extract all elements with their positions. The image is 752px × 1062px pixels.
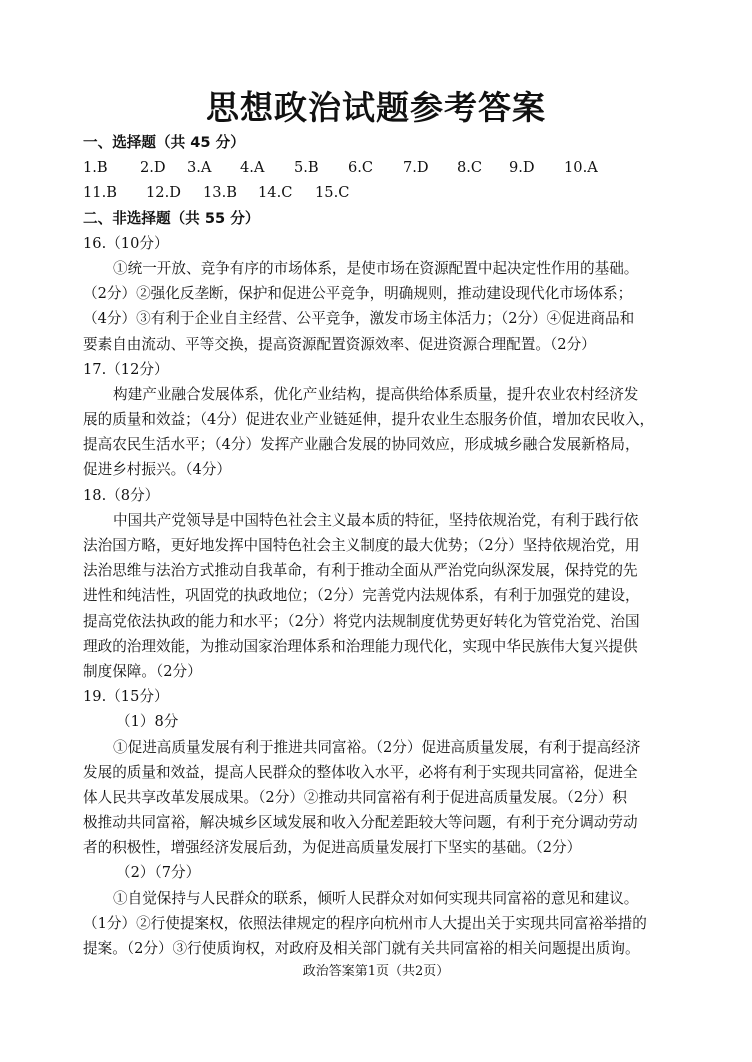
question-header: 17.（12分） [83,360,169,378]
mc-answer: 15.C [315,184,350,202]
mc-answer: 7.D [403,159,429,177]
mc-answer: 12.D [146,184,181,202]
answer-line: ①统一开放、竞争有序的市场体系，是使市场在资源配置中起决定性作用的基础。 [113,259,639,277]
answer-line: 进性和纯洁性，巩固党的执政地位；（2分）完善党内法规体系，有利于加强党的建设， [83,587,640,605]
section2-heading: 二、非选择题（共 55 分） [83,209,260,227]
answer-line: 法治思维与法治方式推动自我革命，有利于推动全面从严治党向纵深发展，保持党的先 [83,562,638,580]
mc-answers-row2 [83,180,669,205]
answer-line: （2分）②强化反垄断，保护和促进公平竞争，明确规则，推动建设现代化市场体系； [83,285,633,303]
answer-line: 极推动共同富裕，解决城乡区域发展和收入分配差距较大等问题，有利于充分调动劳动 [83,814,638,832]
answer-line: 中国共产党领导是中国特色社会主义最本质的特征，坚持依规治党，有利于践行依 [113,511,639,529]
mc-answers-row1 [83,155,669,180]
mc-answer: 14.C [258,184,293,202]
answer-line: 者的积极性，增强经济发展后劲，为促进高质量发展打下坚实的基础。（2分） [83,839,582,857]
answer-line: 理政的治理效能，为推动国家治理体系和治理能力现代化，实现中华民族伟大复兴提供 [83,637,638,655]
mc-answer: 1.B [83,159,108,177]
answer-line: 构建产业融合发展体系，优化产业结构，提高供给体系质量，提升农业农村经济发 [113,385,639,403]
mc-answer: 9.D [509,159,535,177]
answer-line: 要素自由流动、平等交换，提高资源配置资源效率、促进资源合理配置。（2分） [83,335,596,353]
answer-line: 法治国方略，更好地发挥中国特色社会主义制度的最大优势；（2分）坚持依规治党，用 [83,537,640,554]
mc-answer: 10.A [564,159,598,177]
answer-line: 提高党依法执政的能力和水平；（2分）将党内法规制度优势更好转化为管党治党、治国 [83,612,640,630]
mc-answer: 13.B [203,184,237,202]
question-header: 16.（10分） [83,234,169,252]
answer-line: 促进乡村振兴。（4分） [83,461,231,479]
subquestion-header: （1）8分 [116,713,179,731]
page-footer: 政治答案第1页（共2页） [302,964,450,979]
answer-line: ①促进高质量发展有利于推进共同富裕。（2分）促进高质量发展，有利于提高经济 [113,738,641,756]
mc-answer: 11.B [83,184,117,202]
answer-line: 提高农民生活水平；（4分）发挥产业融合发展的协同效应，形成城乡融合发展新格局， [83,436,640,454]
answer-line: 发展的质量和效益，提高人民群众的整体收入水平，必将有利于实现共同富裕，促进全 [83,763,638,781]
page-title: 思想政治试题参考答案 [206,88,546,127]
answer-line: （4分）③有利于企业自主经营、公平竞争，激发市场主体活力；（2分）④促进商品和 [83,310,635,328]
mc-answer: 6.C [348,159,374,177]
answer-line: （1分）②行使提案权，依照法律规定的程序向杭州市人大提出关于实现共同富裕举措的 [83,914,647,932]
section1-heading: 一、选择题（共 45 分） [83,134,245,151]
mc-answer: 3.A [187,159,212,177]
answer-line: 提案。（2分）③行使质询权，对政府及相关部门就有关共同富裕的相关问题提出质询。 [83,940,640,957]
mc-answer: 5.B [294,159,319,177]
mc-answer: 2.D [140,159,166,177]
mc-answer: 8.C [457,159,483,177]
mc-answer: 4.A [240,159,265,177]
answer-content [83,130,669,961]
subquestion-header: （2）（7分） [116,864,201,882]
answer-line: ①自觉保持与人民群众的联系，倾听人民群众对如何实现共同富裕的意见和建议。 [113,889,639,907]
question-header: 19.（15分） [83,688,169,706]
question-header: 18.（8分） [83,486,160,504]
answer-line: 制度保障。（2分） [83,662,202,680]
answer-line: 展的质量和效益；（4分）促进农业产业链延伸，提升农业生态服务价值，增加农民收入， [83,411,655,429]
answer-line: 体人民共享改革发展成果。（2分）②推动共同富裕有利于促进高质量发展。（2分）积 [83,788,627,806]
